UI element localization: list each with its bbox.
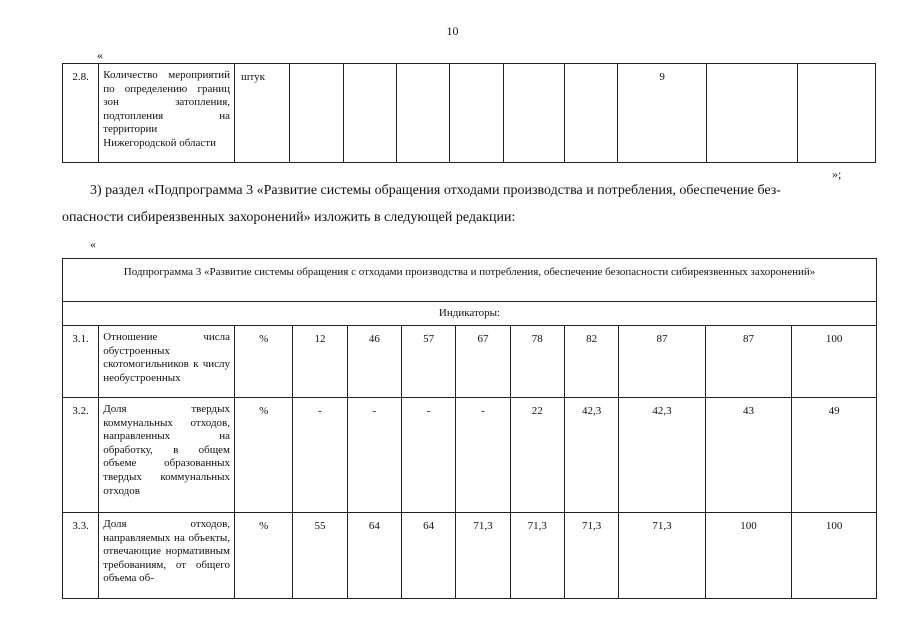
value-cell: - [293, 398, 347, 513]
subprogram-title: Подпрограмма 3 «Развитие системы обращения с отходами производства и потребления, обеспечение безопасности сибиреязвенных захоронений» [63, 259, 877, 302]
value-cell: 64 [347, 513, 401, 599]
page-number: 10 [446, 24, 459, 38]
value-cell: 42,3 [619, 398, 706, 513]
row-code: 2.8. [63, 64, 99, 163]
row-unit: % [235, 398, 293, 513]
value-cell: 22 [510, 398, 564, 513]
value-cell: 55 [293, 513, 347, 599]
table-row [63, 398, 877, 513]
value-cell [343, 64, 396, 163]
row-name: Доля отходов, направляемых на объекты, отвечающие нормативным требованиям, от общего объема об- [99, 513, 235, 599]
value-cell [565, 64, 618, 163]
value-cell [450, 64, 503, 163]
paragraph-line-1: 3) раздел «Подпрограмма 3 «Развитие системы обращения отходами производства и потребления, обеспечение без- [90, 183, 781, 198]
value-cell [798, 64, 876, 163]
value-cell: 64 [401, 513, 455, 599]
indicator-table-continuation [62, 63, 876, 163]
value-cell: 100 [792, 326, 877, 398]
value-cell: 87 [705, 326, 792, 398]
value-cell: 100 [705, 513, 792, 599]
value-cell: 71,3 [619, 513, 706, 599]
value-cell [397, 64, 450, 163]
row-unit: штук [235, 64, 290, 163]
table-header-row [63, 259, 877, 302]
opening-quote: « [97, 48, 103, 62]
indicators-label: Индикаторы: [63, 302, 877, 326]
value-cell: 71,3 [456, 513, 510, 599]
value-cell: 57 [401, 326, 455, 398]
row-unit: % [235, 326, 293, 398]
row-unit: % [235, 513, 293, 599]
value-cell [706, 64, 798, 163]
value-cell: - [347, 398, 401, 513]
table-row [63, 326, 877, 398]
value-cell: 82 [564, 326, 618, 398]
row-name: Отношение числа обустроенных скотомогильников к числу необустроенных [99, 326, 235, 398]
value-cell: 46 [347, 326, 401, 398]
value-cell [290, 64, 343, 163]
value-cell: 67 [456, 326, 510, 398]
table-row [63, 513, 877, 599]
value-cell: - [456, 398, 510, 513]
value-cell: 42,3 [564, 398, 618, 513]
row-name: Доля твердых коммунальных отходов, направленных на обработку, в общем объеме образованных твердых коммунальных отходов [99, 398, 235, 513]
value-cell: 71,3 [510, 513, 564, 599]
value-cell: 9 [618, 64, 707, 163]
value-cell: 43 [705, 398, 792, 513]
paragraph-line-2: опасности сибиреязвенных захоронений» изложить в следующей редакции: [62, 210, 516, 225]
value-cell [503, 64, 564, 163]
value-cell: 49 [792, 398, 877, 513]
value-cell: 87 [619, 326, 706, 398]
row-name: Количество мероприятий по определению границ зон затопления, подтопления на территории Нижегородской области [99, 64, 235, 163]
value-cell: 100 [792, 513, 877, 599]
value-cell: 71,3 [564, 513, 618, 599]
closing-quote: »; [832, 167, 842, 181]
opening-quote-2: « [90, 237, 96, 251]
value-cell: 12 [293, 326, 347, 398]
row-code: 3.2. [63, 398, 99, 513]
row-code: 3.1. [63, 326, 99, 398]
table-subheader-row [63, 302, 877, 326]
row-code: 3.3. [63, 513, 99, 599]
value-cell: - [401, 398, 455, 513]
table-row [63, 64, 876, 163]
value-cell: 78 [510, 326, 564, 398]
indicator-table [62, 258, 877, 599]
